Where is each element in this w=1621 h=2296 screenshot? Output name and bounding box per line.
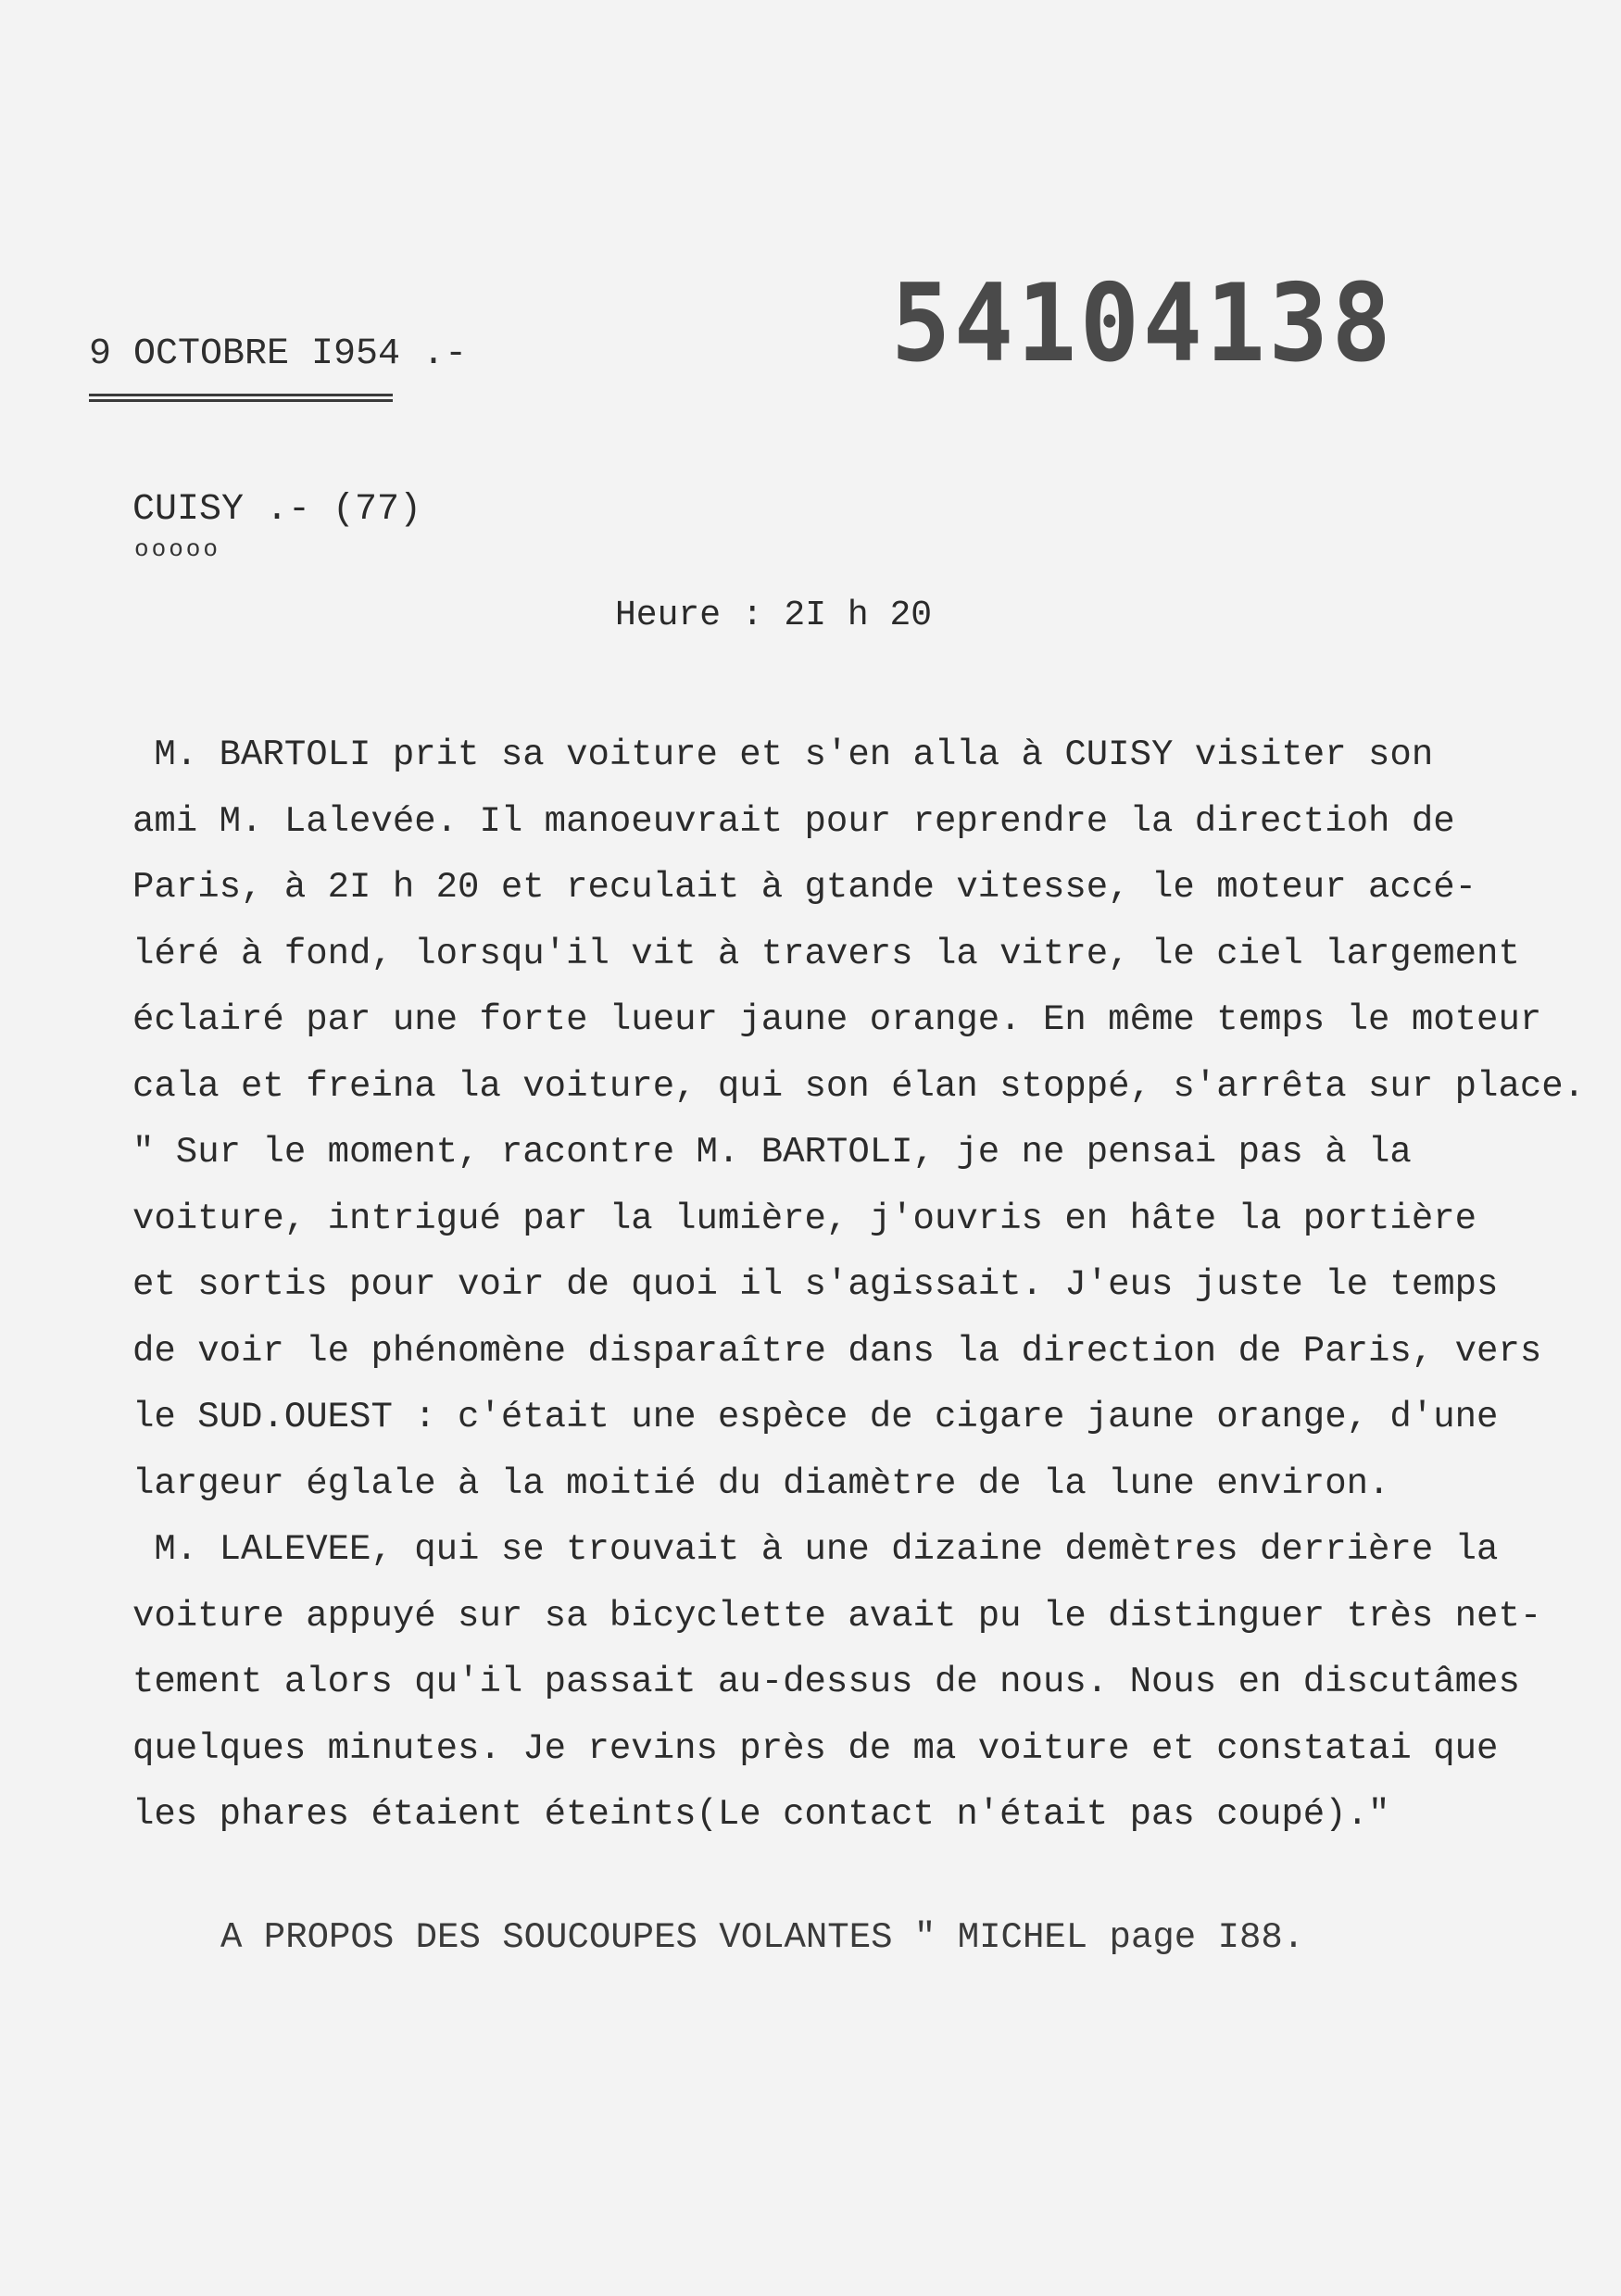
body-line: léré à fond, lorsqu'il vit à travers la vitre, le ciel largement xyxy=(132,933,1520,974)
report-date: 9 OCTOBRE I954 .- xyxy=(89,333,468,375)
body-line: ami M. Lalevée. Il manoeuvrait pour reprendre la directioh de xyxy=(132,800,1455,842)
body-line: cala et freina la voiture, qui son élan stoppé, s'arrêta sur place. xyxy=(132,1065,1586,1107)
body-line: éclairé par une forte lueur jaune orange. En même temps le moteur xyxy=(132,999,1542,1040)
date-underline xyxy=(89,394,393,402)
source-citation: A PROPOS DES SOUCOUPES VOLANTES " MICHEL page I88. xyxy=(220,1917,1305,1958)
body-line: Paris, à 2I h 20 et reculait à gtande vitesse, le moteur accé- xyxy=(132,867,1477,908)
body-line: M. BARTOLI prit sa voiture et s'en alla à CUISY visiter son xyxy=(132,734,1434,775)
body-line: les phares étaient éteints(Le contact n'était pas coupé)." xyxy=(132,1794,1390,1835)
body-line: quelques minutes. Je revins près de ma voiture et constatai que xyxy=(132,1727,1499,1769)
body-line: le SUD.OUEST : c'était une espèce de cigare jaune orange, d'une xyxy=(132,1397,1499,1437)
body-line: M. LALEVEE, qui se trouvait à une dizaine demètres derrière la xyxy=(132,1529,1499,1570)
body-line: de voir le phénomène disparaître dans la direction de Paris, vers xyxy=(132,1330,1542,1372)
report-body xyxy=(132,722,1596,1849)
body-line: voiture appuyé sur sa bicyclette avait pu le distinguer très net- xyxy=(132,1595,1542,1637)
body-line: " Sur le moment, racontre M. BARTOLI, je ne pensai pas à la xyxy=(132,1132,1412,1173)
body-line: largeur églale à la moitié du diamètre de la lune environ. xyxy=(132,1462,1390,1504)
body-line: voiture, intrigué par la lumière, j'ouvris en hâte la portière xyxy=(132,1198,1477,1239)
time-label: Heure : 2I h 20 xyxy=(615,596,933,635)
body-line: et sortis pour voir de quoi il s'agissait. J'eus juste le temps xyxy=(132,1264,1499,1305)
location-heading: CUISY .- (77) xyxy=(132,489,422,531)
body-line: tement alors qu'il passait au-dessus de nous. Nous en discutâmes xyxy=(132,1662,1520,1702)
reference-number-stamp: 54104138 xyxy=(891,261,1395,386)
location-marker: ooooo xyxy=(134,535,221,563)
